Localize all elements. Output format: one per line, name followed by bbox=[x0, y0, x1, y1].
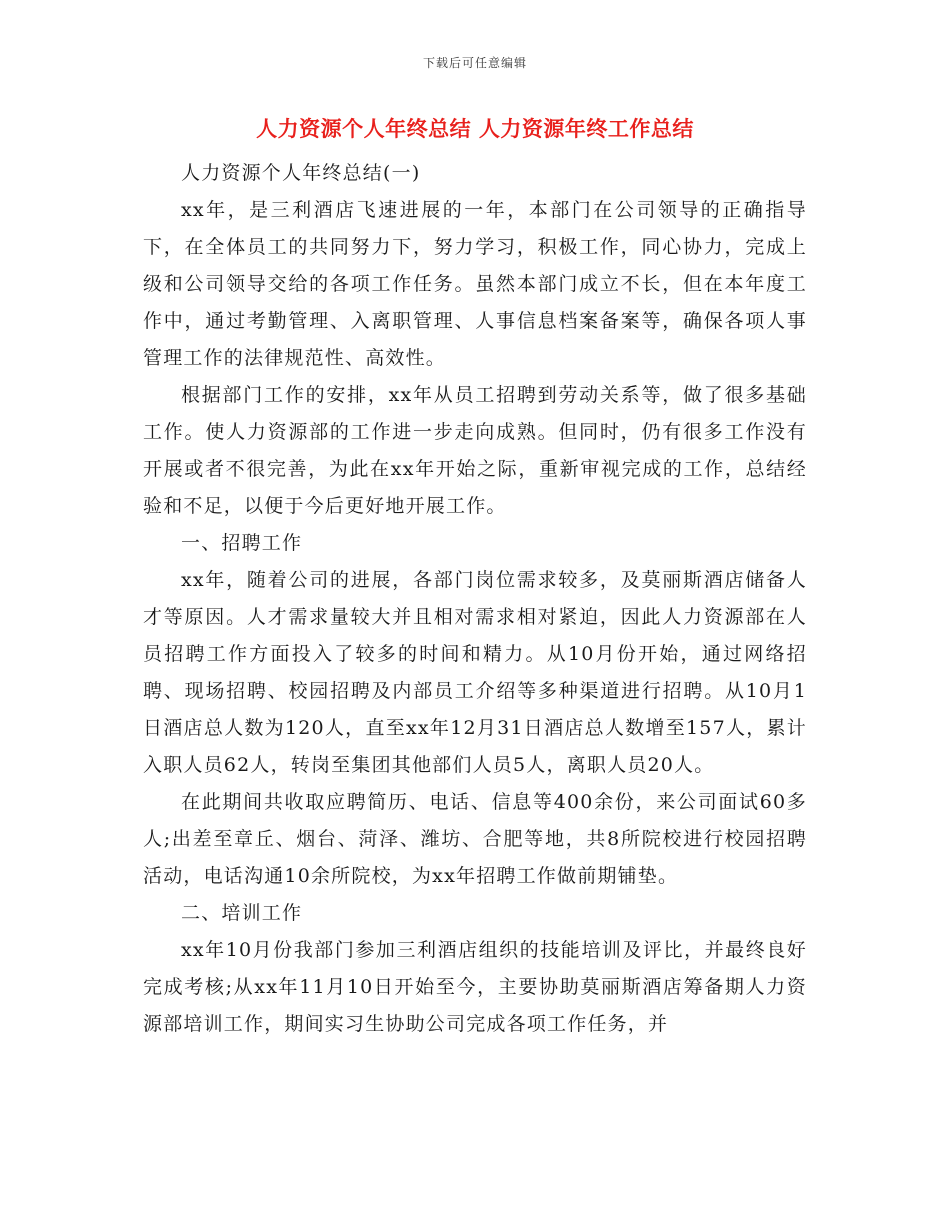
section-heading-training: 二、培训工作 bbox=[181, 902, 303, 924]
body-paragraph: 根据部门工作的安排，xx年从员工招聘到劳动关系等，做了很多基础工作。使人力资源部的工作进一步走向成熟。但同时，仍有很多工作没有开展或者不很完善，为此在xx年开始之际，重新审视完成的工作，总结经验和不足，以便于今后更好地开展工作。 bbox=[143, 384, 807, 517]
body-paragraph: xx年，随着公司的进展，各部门岗位需求较多，及莫丽斯酒店储备人才等原因。人才需求量较大并且相对需求相对紧迫，因此人力资源部在人员招聘工作方面投入了较多的时间和精力。从10月份开始，通过网络招聘、现场招聘、校园招聘及内部员工介绍等多种渠道进行招聘。从10月1日酒店总人数为120人，直至xx年12月31日酒店总人数增至157人，累计入职人员62人，转岗至集团其他部们人员5人，离职人员20人。 bbox=[143, 569, 807, 776]
section-heading-recruitment: 一、招聘工作 bbox=[181, 532, 303, 554]
body-paragraph: xx年，是三利酒店飞速进展的一年，本部门在公司领导的正确指导下，在全体员工的共同努力下，努力学习，积极工作，同心协力，完成上级和公司领导交给的各项工作任务。虽然本部门成立不长，但在本年度工作中，通过考勤管理、入离职管理、人事信息档案备案等，确保各项人事管理工作的法律规范性、高效性。 bbox=[143, 199, 807, 369]
document-body bbox=[143, 155, 807, 1043]
body-paragraph: xx年10月份我部门参加三利酒店组织的技能培训及评比，并最终良好完成考核;从xx年11月10日开始至今，主要协助莫丽斯酒店筹备期人力资源部培训工作，期间实习生协助公司完成各项工作任务，并 bbox=[143, 939, 807, 1035]
section-subtitle: 人力资源个人年终总结(一) bbox=[181, 162, 421, 184]
document-title: 人力资源个人年终总结 人力资源年终工作总结 bbox=[256, 117, 694, 141]
body-paragraph: 在此期间共收取应聘简历、电话、信息等400余份，来公司面试60多人;出差至章丘、烟台、菏泽、潍坊、合肥等地，共8所院校进行校园招聘活动，电话沟通10余所院校，为xx年招聘工作做前期铺垫。 bbox=[143, 791, 807, 887]
page-header-note: 下载后可任意编辑 bbox=[422, 56, 527, 70]
